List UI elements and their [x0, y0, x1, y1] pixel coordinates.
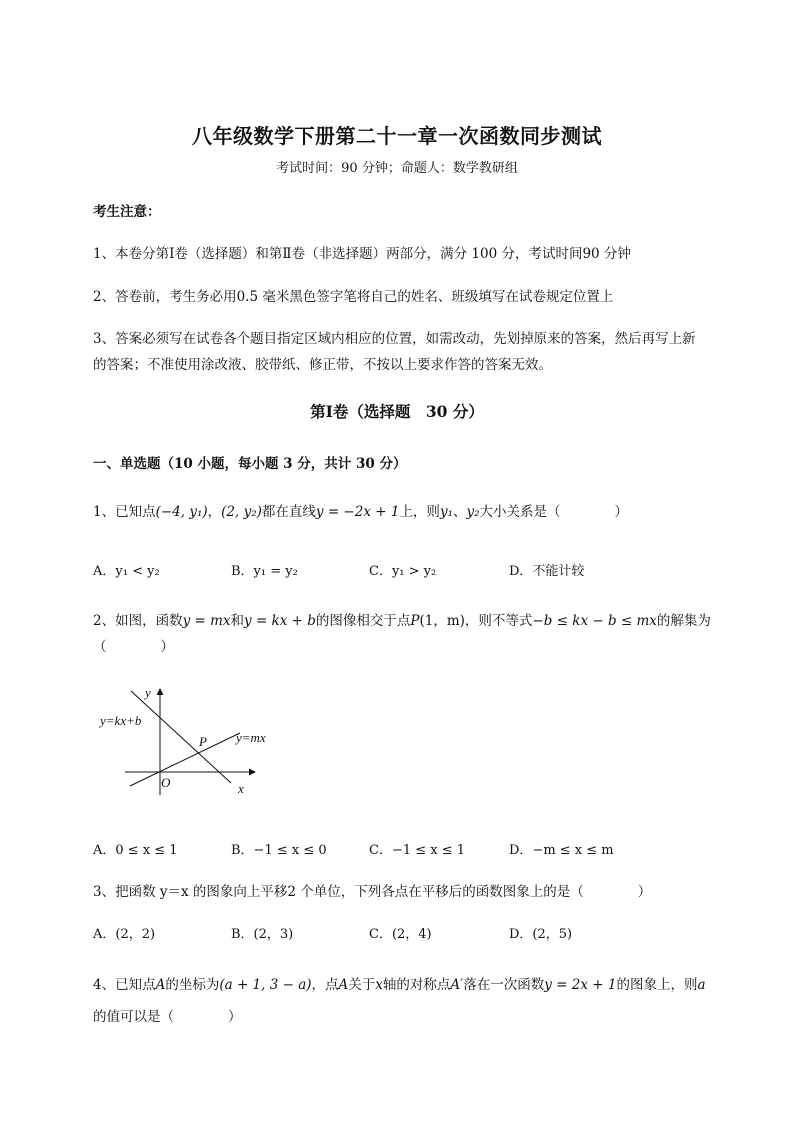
x-axis-label: x [238, 781, 244, 796]
q2-text-b: 和 [230, 613, 245, 629]
q2-option-c: C．−1 ≤ x ≤ 1 [369, 843, 466, 858]
notice-3: 3、答案必须写在试卷各个题目指定区域内相应的位置，如需改动，先划掉原来的答案，然后再写上新 [93, 331, 696, 347]
point-p-label: P [199, 734, 207, 749]
q4-point-a-2: A [338, 977, 349, 993]
origin-label: O [161, 775, 171, 790]
q1-point-2: (2, y₂) [221, 504, 262, 520]
q1-text-a: 1、已知点 [93, 504, 156, 520]
line-mx-label: y=mx [236, 730, 266, 745]
q1-option-c: C．y₁ > y₂ [369, 564, 437, 579]
exam-info: 考试时间：90 分钟；命题人：数学教研组 [276, 161, 518, 176]
q4-text-d: 关于 [348, 977, 376, 993]
q1-y1: y₁ [439, 504, 453, 520]
q2-inequality: −b ≤ kx − b ≤ mx [532, 613, 657, 629]
line-kx-label: y=kx+b [100, 713, 142, 728]
q1-option-a: A．y₁ < y₂ [93, 564, 160, 579]
q1-line-equation: y = −2x + 1 [315, 504, 400, 520]
q1-option-b: B．y₁ = y₂ [231, 564, 298, 579]
section-title: 第Ⅰ卷（选择题 30 分） [310, 402, 484, 421]
q4-var-a: a [697, 977, 706, 993]
q3-option-b: B．(2，3) [231, 927, 294, 942]
q4-text-g: 的图象上，则 [616, 977, 698, 993]
q2-text-e: 的解集为 [656, 613, 711, 629]
notice-heading: 考生注意： [93, 204, 161, 220]
line-kx-plus-b [131, 691, 231, 783]
q4-point-a: A [155, 977, 166, 993]
notice-1: 1、本卷分第Ⅰ卷（选择题）和第Ⅱ卷（非选择题）两部分，满分 100 分，考试时间90 分钟 [93, 246, 631, 262]
y-axis-label: y [145, 685, 151, 700]
q2-option-a: A．0 ≤ x ≤ 1 [93, 843, 178, 858]
q4-line-2: 的值可以是（ ） [93, 1009, 242, 1025]
q1-text-b: ， [207, 504, 222, 520]
notice-2: 2、答卷前，考生务必用0.5 毫米黑色签字笔将自己的姓名、班级填写在试卷规定位置上 [93, 289, 614, 305]
q4-text-f: 落在一次函数 [463, 977, 545, 993]
q4-text-c: ，点 [311, 977, 339, 993]
q1-option-d: D．不能计较 [509, 564, 585, 579]
q2-option-b: B．−1 ≤ x ≤ 0 [231, 843, 327, 858]
q1-text-f: 大小关系是（ ） [479, 504, 629, 520]
q4-linear-func: y = 2x + 1 [544, 977, 617, 993]
part-title: 一、单选题（10 小题，每小题 3 分，共计 30 分） [93, 456, 407, 472]
q2-func-mx: y = mx [182, 613, 231, 629]
q4-text-b: 的坐标为 [165, 977, 220, 993]
q4-coordinates: (a + 1, 3 − a) [219, 977, 312, 993]
q2-option-d: D．−m ≤ x ≤ m [509, 843, 614, 858]
question-3: 3、把函数 y＝x 的图象向上平移2 个单位，下列各点在平移后的函数图象上的是（ ） [93, 884, 652, 900]
question-2 [93, 609, 711, 629]
q4-text-e: 轴的对称点 [382, 977, 451, 993]
q2-text-d: (1，m)，则不等式 [419, 613, 533, 629]
function-graph [95, 683, 280, 798]
q4-x-axis: x [375, 977, 383, 993]
q1-y2: y₂ [466, 504, 480, 520]
q2-text-a: 2、如图，函数 [93, 613, 183, 629]
q2-text-c: 的图像相交于点 [315, 613, 411, 629]
page-title: 八年级数学下册第二十一章一次函数同步测试 [192, 124, 602, 148]
q2-point-p: P [410, 613, 420, 629]
q1-text-e: 、 [452, 504, 467, 520]
q3-option-a: A．(2，2) [93, 927, 156, 942]
notice-3-cont: 的答案；不准使用涂改液、胶带纸、修正带，不按以上要求作答的答案无效。 [93, 357, 552, 373]
q2-func-kx: y = kx + b [244, 613, 316, 629]
q3-option-c: C．(2，4) [369, 927, 432, 942]
question-1 [93, 500, 628, 520]
question-4 [93, 973, 706, 993]
q2-answer-blank: （ ） [93, 639, 174, 655]
q1-text-c: 都在直线 [261, 504, 316, 520]
q4-point-a-prime: A′ [450, 977, 464, 993]
q4-text-a: 4、已知点 [93, 977, 156, 993]
q1-text-d: 上，则 [399, 504, 440, 520]
q3-option-d: D．(2，5) [509, 927, 573, 942]
q1-point-1: (−4, y₁) [155, 504, 208, 520]
